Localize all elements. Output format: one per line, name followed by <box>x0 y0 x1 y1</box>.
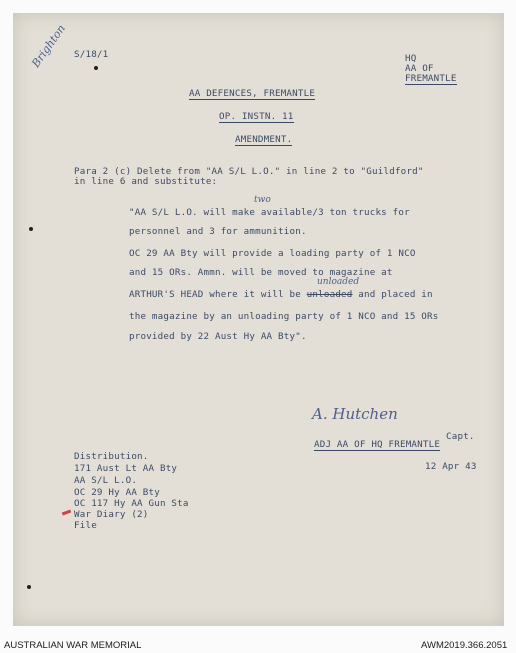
handwritten-unloaded: unloaded <box>317 277 360 287</box>
distribution-item: OC 29 Hy AA Bty <box>74 487 160 498</box>
document-date: 12 Apr 43 <box>425 461 477 472</box>
footer-accession: AWM2019.366.2051 <box>421 640 508 651</box>
distribution-item: War Diary (2) <box>74 509 149 520</box>
document-title: AA DEFENCES, FREMANTLE <box>189 88 316 99</box>
quote-line-5 <box>129 290 433 299</box>
hq-line-2: AA OF <box>405 63 434 74</box>
quote-line-1: "AA S/L L.O. will make available/3 ton trucks for <box>129 207 410 218</box>
para-line-2: in line 6 and substitute: <box>74 176 218 187</box>
hq-line-1: HQ <box>405 53 417 64</box>
struck-word: unloaded <box>306 289 353 300</box>
pin-mark <box>29 227 33 231</box>
pin-mark <box>94 66 98 70</box>
distribution-item: 171 Aust Lt AA Bty <box>74 463 178 474</box>
distribution-heading: Distribution. <box>74 451 149 462</box>
footer-institution: AUSTRALIAN WAR MEMORIAL <box>4 640 142 651</box>
quote-line-3: OC 29 AA Bty will provide a loading party of 1 NCO <box>129 248 416 259</box>
signature-rank: Capt. <box>446 431 475 442</box>
quote-line-2: personnel and 3 for ammunition. <box>129 226 307 237</box>
quote-line-5-start: ARTHUR'S HEAD where it will be <box>129 289 307 300</box>
margin-annotation: Brighton <box>29 22 69 70</box>
signature-title: ADJ AA OF HQ FREMANTLE <box>314 439 441 450</box>
distribution-item: AA S/L L.O. <box>74 475 138 486</box>
amendment-heading: AMENDMENT. <box>235 134 293 145</box>
quote-line-6: the magazine by an unloading party of 1 NCO and 15 ORs <box>129 311 439 322</box>
quote-line-7: provided by 22 Aust Hy AA Bty". <box>129 331 307 342</box>
quote-line-4: and 15 ORs. Ammn. will be moved to magazine at <box>129 267 393 278</box>
document-subtitle: OP. INSTN. 11 <box>219 111 294 122</box>
para-line-1: Para 2 (c) Delete from "AA S/L L.O." in line 2 to "Guildford" <box>74 166 424 177</box>
pin-mark <box>27 585 31 589</box>
file-reference: S/18/1 <box>74 49 109 60</box>
distribution-item: OC 117 Hy AA Gun Sta <box>74 498 189 509</box>
hq-line-3: FREMANTLE <box>405 73 457 84</box>
signature: A. Hutchen <box>312 405 398 423</box>
handwritten-two: two <box>254 195 271 205</box>
quote-line-5-end: and placed in <box>352 289 433 300</box>
distribution-item: File <box>74 520 97 531</box>
